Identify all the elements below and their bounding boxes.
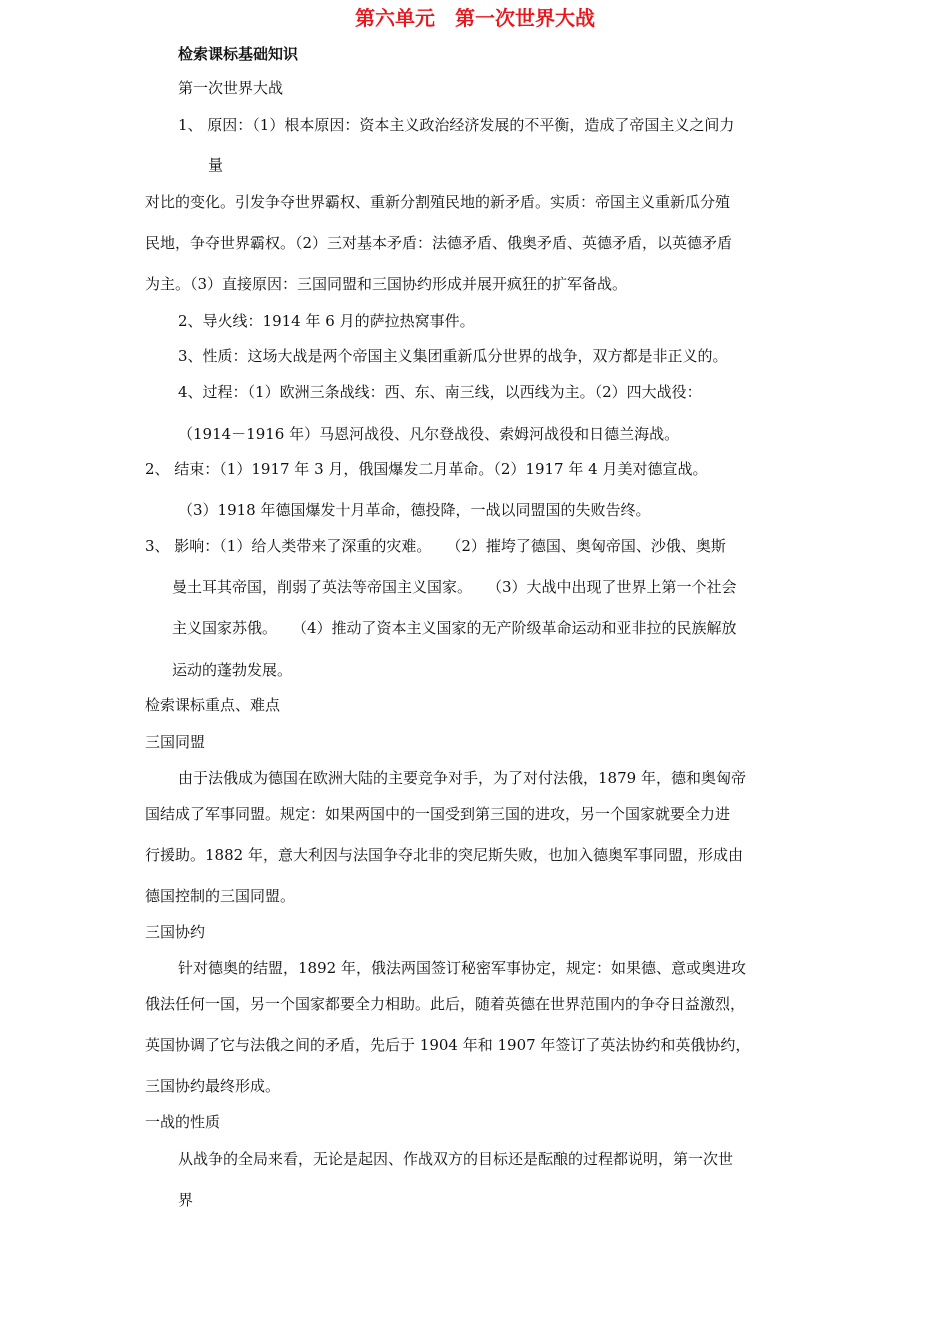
paragraph-line: 2、 结束：（1）1917 年 3 月，俄国爆发二月革命。（2）1917 年 4 月美对德宣战。 bbox=[145, 460, 708, 478]
paragraph-line: 界 bbox=[178, 1191, 194, 1209]
paragraph-line: 2、导火线：1914 年 6 月的萨拉热窝事件。 bbox=[178, 312, 475, 330]
page-title: 第六单元 第一次世界大战 bbox=[355, 6, 595, 30]
paragraph-line: 主义国家苏俄。 （4）推动了资本主义国家的无产阶级革命运动和亚非拉的民族解放 bbox=[172, 619, 737, 637]
paragraph-line: 为主。（3）直接原因：三国同盟和三国协约形成并展开疯狂的扩军备战。 bbox=[145, 275, 628, 293]
topic-title: 第一次世界大战 bbox=[178, 79, 284, 97]
subheading-war-nature: 一战的性质 bbox=[145, 1113, 221, 1131]
paragraph-line: 由于法俄成为德国在欧洲大陆的主要竞争对手，为了对付法俄，1879 年，德和奥匈帝 bbox=[178, 769, 746, 787]
paragraph-line: 3、 影响：（1）给人类带来了深重的灾难。 （2）摧垮了德国、奥匈帝国、沙俄、奥斯 bbox=[145, 537, 726, 555]
paragraph-line: 德国控制的三国同盟。 bbox=[145, 887, 296, 905]
subheading-triple-entente: 三国协约 bbox=[145, 923, 206, 941]
paragraph-line: 俄法任何一国，另一个国家都要全力相助。此后，随着英德在世界范围内的争夺日益激烈， bbox=[145, 995, 746, 1013]
subheading-triple-alliance: 三国同盟 bbox=[145, 733, 206, 751]
paragraph-line: 针对德奥的结盟，1892 年，俄法两国签订秘密军事协定，规定：如果德、意或奥进攻 bbox=[178, 959, 746, 977]
paragraph-line: （3）1918 年德国爆发十月革命，德投降，一战以同盟国的失败告终。 bbox=[178, 501, 651, 519]
paragraph-line: 从战争的全局来看，无论是起因、作战双方的目标还是酝酿的过程都说明，第一次世 bbox=[178, 1150, 734, 1168]
paragraph-line: 3、性质：这场大战是两个帝国主义集团重新瓜分世界的战争，双方都是非正义的。 bbox=[178, 347, 728, 365]
paragraph-line: 曼土耳其帝国，削弱了英法等帝国主义国家。 （3）大战中出现了世界上第一个社会 bbox=[172, 578, 737, 596]
paragraph-line: 1、 原因：（1）根本原因：资本主义政治经济发展的不平衡，造成了帝国主义之间力 bbox=[178, 116, 735, 134]
paragraph-line: 量 bbox=[208, 156, 224, 174]
section-heading-key-points: 检索课标重点、难点 bbox=[145, 696, 281, 714]
paragraph-line: 4、过程：（1）欧洲三条战线：西、东、南三线，以西线为主。（2）四大战役： bbox=[178, 383, 702, 401]
paragraph-line: 国结成了军事同盟。规定：如果两国中的一国受到第三国的进攻，另一个国家就要全力进 bbox=[145, 805, 731, 823]
paragraph-line: 对比的变化。引发争夺世界霸权、重新分割殖民地的新矛盾。实质：帝国主义重新瓜分殖 bbox=[145, 193, 731, 211]
paragraph-line: 三国协约最终形成。 bbox=[145, 1077, 281, 1095]
paragraph-line: 民地，争夺世界霸权。（2）三对基本矛盾：法德矛盾、俄奥矛盾、英德矛盾，以英德矛盾 bbox=[145, 234, 733, 252]
paragraph-line: 行援助。1882 年，意大利因与法国争夺北非的突尼斯失败，也加入德奥军事同盟，形成由 bbox=[145, 846, 743, 864]
paragraph-line: 运动的蓬勃发展。 bbox=[172, 661, 293, 679]
paragraph-line: 英国协调了它与法俄之间的矛盾，先后于 1904 年和 1907 年签订了英法协约和英俄协约， bbox=[145, 1036, 751, 1054]
paragraph-line: （1914－1916 年）马恩河战役、凡尔登战役、索姆河战役和日德兰海战。 bbox=[178, 425, 680, 443]
section-heading-basics: 检索课标基础知识 bbox=[178, 45, 299, 63]
